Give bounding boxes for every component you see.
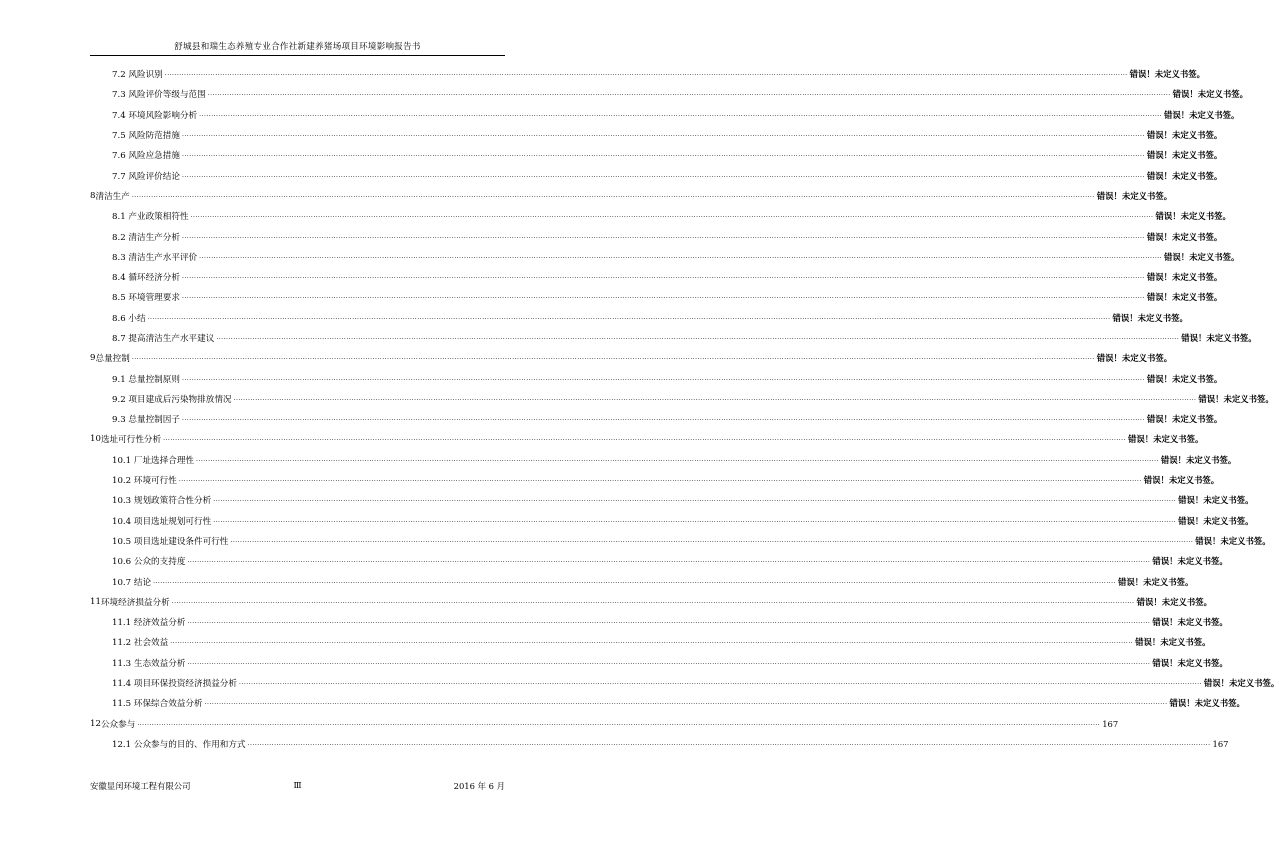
toc-entry-title: 清洁生产 — [95, 191, 130, 202]
toc-page-reference: 错误！未定义书签。 — [1128, 434, 1204, 445]
table-of-contents — [90, 64, 1279, 754]
footer-company: 安徽显闰环境工程有限公司 — [90, 781, 191, 791]
toc-entry[interactable] — [90, 84, 1249, 104]
toc-entry[interactable] — [90, 206, 1231, 226]
header-rule — [90, 55, 505, 56]
toc-dot-leader: ................................................................................................................................................................................................................................................................................................................................................................................................................ — [163, 435, 1126, 443]
toc-page-reference: 错误！未定义书签。 — [1146, 170, 1223, 181]
toc-entry[interactable] — [90, 165, 1223, 185]
toc-entry-title: 7.7 风险评价结论 — [112, 171, 180, 182]
toc-dot-leader: ................................................................................................................................................................................................................................................................................................................................................................................................................ — [181, 374, 1145, 382]
toc-dot-leader: ................................................................................................................................................................................................................................................................................................................................................................................................................ — [170, 638, 1134, 646]
toc-chapter-number: 12 — [90, 718, 101, 729]
toc-dot-leader: ................................................................................................................................................................................................................................................................................................................................................................................................................ — [230, 536, 1194, 544]
toc-page-reference: 167 — [1212, 738, 1229, 749]
toc-entry[interactable] — [90, 632, 1211, 652]
toc-entry[interactable] — [90, 389, 1274, 409]
toc-page-reference: 错误！未定义书签。 — [1112, 312, 1188, 323]
toc-page-reference: 错误！未定义书签。 — [1117, 576, 1194, 587]
toc-dot-leader: ................................................................................................................................................................................................................................................................................................................................................................................................................ — [204, 699, 1168, 707]
footer-page-number: Ⅲ — [293, 780, 302, 790]
toc-page-reference: 错误！未定义书签。 — [1152, 617, 1228, 628]
toc-entry-title: 8.4 循环经济分析 — [112, 273, 180, 284]
toc-entry[interactable] — [90, 490, 1254, 510]
toc-dot-leader: ................................................................................................................................................................................................................................................................................................................................................................................................................ — [190, 212, 1154, 220]
toc-entry[interactable] — [90, 247, 1240, 267]
toc-entry-title: 7.5 风险防范措施 — [112, 131, 180, 142]
toc-dot-leader: ................................................................................................................................................................................................................................................................................................................................................................................................................ — [207, 90, 1171, 98]
toc-dot-leader: ................................................................................................................................................................................................................................................................................................................................................................................................................ — [196, 455, 1159, 463]
toc-dot-leader: ................................................................................................................................................................................................................................................................................................................................................................................................................ — [178, 476, 1142, 484]
toc-page-reference: 错误！未定义书签。 — [1146, 231, 1223, 242]
toc-entry-title: 11.3 生态效益分析 — [112, 658, 186, 669]
toc-entry[interactable] — [90, 693, 1245, 713]
toc-entry-title: 公众参与 — [100, 719, 136, 730]
toc-entry[interactable] — [90, 267, 1223, 287]
toc-dot-leader: ................................................................................................................................................................................................................................................................................................................................................................................................................ — [187, 658, 1151, 666]
toc-page-reference: 167 — [1102, 718, 1119, 729]
toc-entry-title: 10.3 规划政策符合性分析 — [112, 496, 212, 507]
toc-page-reference: 错误！未定义书签。 — [1198, 393, 1274, 404]
toc-entry-title: 11.2 社会效益 — [112, 638, 169, 649]
toc-dot-leader: ................................................................................................................................................................................................................................................................................................................................................................................................................ — [153, 577, 1116, 585]
toc-chapter-number: 10 — [90, 434, 101, 445]
toc-dot-leader: ................................................................................................................................................................................................................................................................................................................................................................................................................ — [181, 171, 1145, 179]
toc-dot-leader: ................................................................................................................................................................................................................................................................................................................................................................................................................ — [131, 354, 1095, 362]
toc-entry[interactable] — [90, 429, 1204, 449]
toc-entry[interactable] — [90, 145, 1223, 165]
toc-page-reference: 错误！未定义书签。 — [1135, 637, 1211, 648]
toc-page-reference: 错误！未定义书签。 — [1146, 292, 1223, 303]
toc-dot-leader: ................................................................................................................................................................................................................................................................................................................................................................................................................ — [137, 719, 1101, 727]
toc-page-reference: 错误！未定义书签。 — [1146, 150, 1223, 161]
toc-entry-title: 10.2 环境可行性 — [112, 476, 177, 487]
toc-entry[interactable] — [90, 592, 1212, 612]
toc-page-reference: 错误！未定义书签。 — [1172, 89, 1249, 100]
toc-entry[interactable] — [90, 186, 1173, 206]
toc-entry-title: 11.4 项目环保投资经济损益分析 — [112, 679, 237, 690]
toc-page-reference: 错误！未定义书签。 — [1129, 69, 1206, 80]
toc-chapter-number: 8 — [90, 190, 96, 201]
toc-entry-title: 7.3 风险评价等级与范围 — [112, 90, 206, 101]
toc-page-reference: 错误！未定义书签。 — [1164, 251, 1240, 262]
toc-entry[interactable] — [90, 226, 1223, 246]
toc-entry-title: 10.4 项目选址规划可行性 — [112, 516, 212, 527]
toc-entry-title: 10.7 结论 — [112, 577, 152, 588]
toc-entry[interactable] — [90, 308, 1188, 328]
toc-entry[interactable] — [90, 368, 1223, 388]
toc-entry[interactable] — [90, 328, 1257, 348]
page-footer — [90, 780, 505, 794]
toc-entry-title: 10.6 公众的支持度 — [112, 557, 186, 568]
toc-page-reference: 错误！未定义书签。 — [1178, 515, 1254, 526]
toc-entry[interactable] — [90, 734, 1229, 754]
toc-dot-leader: ................................................................................................................................................................................................................................................................................................................................................................................................................ — [213, 496, 1177, 504]
toc-page-reference: 错误！未定义书签。 — [1096, 353, 1173, 364]
toc-dot-leader: ................................................................................................................................................................................................................................................................................................................................................................................................................ — [187, 618, 1151, 626]
toc-entry[interactable] — [90, 531, 1271, 551]
toc-entry[interactable] — [90, 714, 1119, 734]
toc-entry-title: 8.1 产业政策相符性 — [112, 212, 189, 223]
toc-dot-leader: ................................................................................................................................................................................................................................................................................................................................................................................................................ — [216, 334, 1180, 341]
toc-dot-leader: ................................................................................................................................................................................................................................................................................................................................................................................................................ — [147, 313, 1111, 321]
toc-entry[interactable] — [90, 470, 1220, 490]
toc-dot-leader: ................................................................................................................................................................................................................................................................................................................................................................................................................ — [181, 151, 1145, 159]
toc-entry-title: 7.2 风险识别 — [112, 70, 163, 81]
toc-entry-title: 8.3 清洁生产水平评价 — [112, 252, 198, 263]
toc-entry-title: 选址可行性分析 — [100, 435, 162, 446]
toc-page-reference: 错误！未定义书签。 — [1096, 190, 1173, 201]
toc-dot-leader: ................................................................................................................................................................................................................................................................................................................................................................................................................ — [239, 679, 1202, 687]
toc-page-reference: 错误！未定义书签。 — [1203, 678, 1279, 689]
toc-chapter-number: 11 — [90, 596, 101, 607]
toc-entry-title: 10.5 项目选址建设条件可行性 — [112, 536, 229, 547]
toc-dot-leader: ................................................................................................................................................................................................................................................................................................................................................................................................................ — [199, 110, 1163, 118]
toc-entry-title: 11.1 经济效益分析 — [112, 618, 186, 629]
toc-dot-leader: ................................................................................................................................................................................................................................................................................................................................................................................................................ — [181, 131, 1145, 139]
toc-page-reference: 错误！未定义书签。 — [1146, 130, 1223, 141]
toc-page-reference: 错误！未定义书签。 — [1178, 495, 1254, 506]
toc-entry-title: 9.3 总量控制因子 — [112, 415, 180, 426]
toc-dot-leader: ................................................................................................................................................................................................................................................................................................................................................................................................................ — [171, 597, 1135, 605]
toc-page-reference: 错误！未定义书签。 — [1169, 698, 1245, 709]
toc-dot-leader: ................................................................................................................................................................................................................................................................................................................................................................................................................ — [199, 252, 1163, 260]
toc-entry[interactable] — [90, 571, 1194, 591]
toc-dot-leader: ................................................................................................................................................................................................................................................................................................................................................................................................................ — [247, 739, 1211, 747]
toc-page-reference: 错误！未定义书签。 — [1146, 373, 1223, 384]
toc-page-reference: 错误！未定义书签。 — [1152, 657, 1228, 668]
toc-entry-title: 8.7 提高清洁生产水平建议 — [112, 334, 215, 344]
toc-entry-title: 11.5 环保综合效益分析 — [112, 699, 203, 710]
toc-page-reference: 错误！未定义书签。 — [1195, 535, 1271, 546]
toc-entry[interactable] — [90, 287, 1223, 307]
toc-entry-title: 9.1 总量控制原则 — [112, 374, 180, 385]
toc-page-reference: 错误！未定义书签。 — [1164, 109, 1240, 120]
toc-page-reference: 错误！未定义书签。 — [1146, 272, 1223, 283]
toc-page-reference: 错误！未定义书签。 — [1181, 333, 1257, 343]
toc-entry[interactable] — [90, 409, 1223, 429]
toc-entry[interactable] — [90, 511, 1254, 531]
toc-entry[interactable] — [90, 64, 1206, 84]
footer-date: 2016 年 6 月 — [453, 781, 505, 791]
toc-entry-title: 环境经济损益分析 — [100, 597, 170, 608]
toc-entry[interactable] — [90, 105, 1240, 125]
toc-dot-leader: ................................................................................................................................................................................................................................................................................................................................................................................................................ — [181, 232, 1145, 240]
toc-dot-leader: ................................................................................................................................................................................................................................................................................................................................................................................................................ — [187, 557, 1151, 565]
toc-dot-leader: ................................................................................................................................................................................................................................................................................................................................................................................................................ — [181, 415, 1145, 423]
toc-entry-title: 9.2 项目建成后污染物排放情况 — [112, 394, 232, 405]
toc-page-reference: 错误！未定义书签。 — [1146, 414, 1223, 425]
toc-dot-leader: ................................................................................................................................................................................................................................................................................................................................................................................................................ — [213, 516, 1177, 524]
toc-entry-title: 12.1 公众参与的目的、作用和方式 — [112, 739, 246, 750]
toc-page-reference: 错误！未定义书签。 — [1160, 454, 1237, 465]
toc-entry[interactable] — [90, 125, 1223, 145]
toc-entry[interactable] — [90, 612, 1228, 632]
toc-page-reference: 错误！未定义书签。 — [1152, 556, 1228, 567]
toc-entry[interactable] — [90, 450, 1237, 470]
toc-page-reference: 错误！未定义书签。 — [1155, 211, 1231, 222]
toc-entry[interactable] — [90, 653, 1228, 673]
toc-dot-leader: ................................................................................................................................................................................................................................................................................................................................................................................................................ — [233, 394, 1197, 402]
toc-entry-title: 8.6 小结 — [112, 313, 146, 324]
toc-dot-leader: ................................................................................................................................................................................................................................................................................................................................................................................................................ — [181, 293, 1145, 301]
toc-chapter-number: 9 — [90, 353, 96, 364]
toc-entry[interactable] — [90, 348, 1173, 368]
toc-entry[interactable] — [90, 673, 1279, 693]
toc-page-reference: 错误！未定义书签。 — [1136, 596, 1212, 607]
toc-entry-title: 8.2 清洁生产分析 — [112, 232, 180, 243]
toc-entry[interactable] — [90, 551, 1228, 571]
toc-entry-title: 10.1 厂址选择合理性 — [112, 455, 195, 466]
toc-entry-title: 7.4 环境风险影响分析 — [112, 110, 198, 121]
toc-dot-leader: ................................................................................................................................................................................................................................................................................................................................................................................................................ — [181, 273, 1145, 281]
toc-entry-title: 总量控制 — [95, 354, 130, 365]
toc-dot-leader: ................................................................................................................................................................................................................................................................................................................................................................................................................ — [131, 191, 1095, 199]
toc-dot-leader: ................................................................................................................................................................................................................................................................................................................................................................................................................ — [164, 70, 1128, 78]
running-header: 舒城县和瑞生态养殖专业合作社新建养猪场项目环境影响报告书 — [174, 42, 421, 52]
toc-entry-title: 7.6 风险应急措施 — [112, 151, 180, 162]
toc-entry-title: 8.5 环境管理要求 — [112, 293, 180, 304]
toc-page-reference: 错误！未定义书签。 — [1143, 475, 1220, 486]
